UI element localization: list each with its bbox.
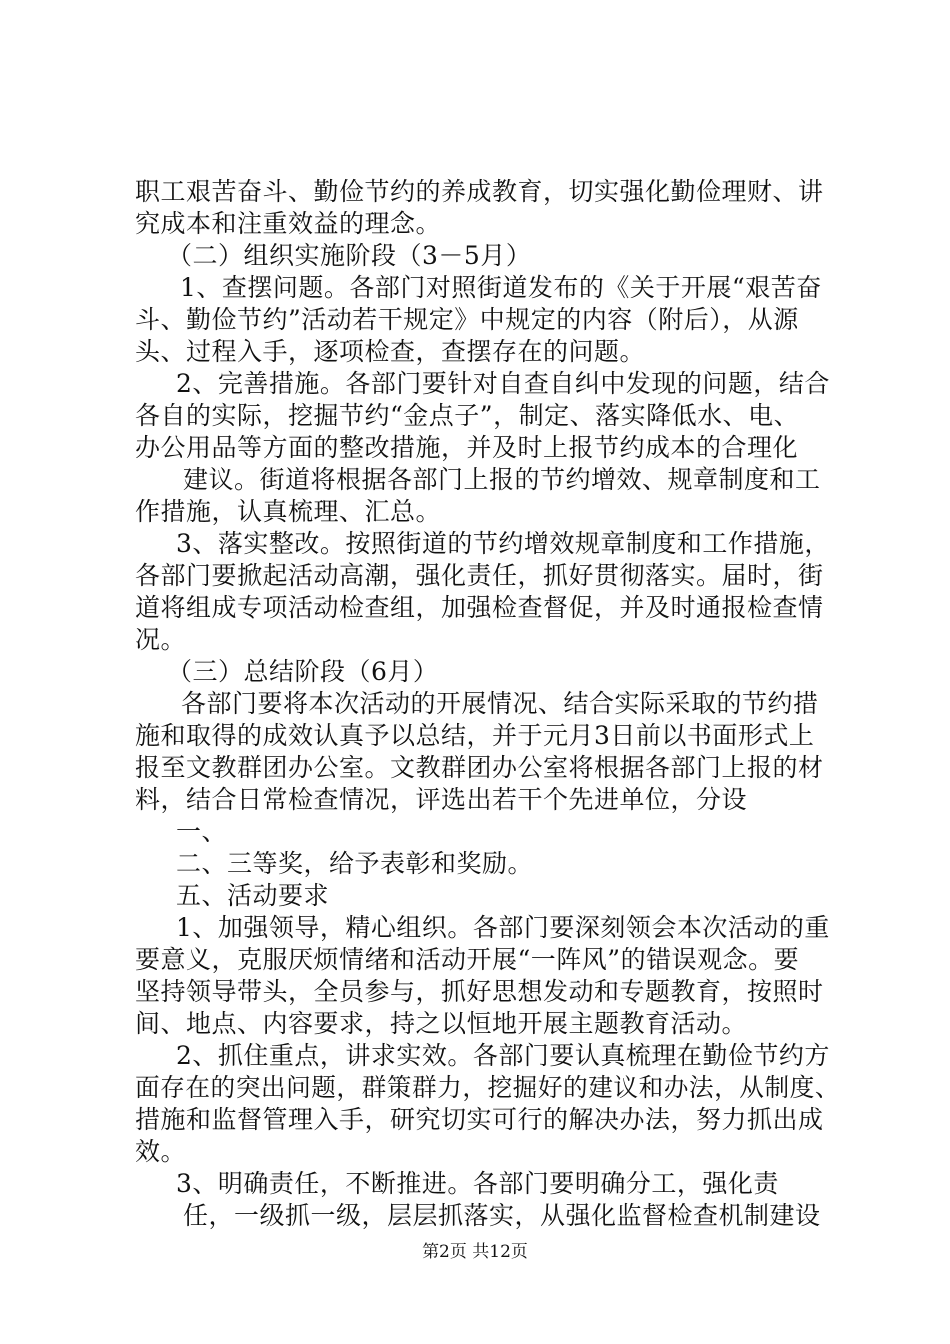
body-line-10: 建议。街道将根据各部门上报的节约增效、规章制度和工: [183, 465, 821, 494]
body-line-19: 报至文教群团办公室。文教群团办公室将根据各部门上报的材: [135, 753, 824, 782]
body-line-30: 措施和监督管理入手，研究切实可行的解决办法，努力抓出成: [135, 1105, 824, 1134]
body-line-31: 效。: [135, 1137, 187, 1166]
body-line-13: 各部门要掀起活动高潮，强化责任，抓好贯彻落实。届时，街: [135, 561, 824, 590]
body-line-24: 1、加强领导，精心组织。各部门要深刻领会本次活动的重: [176, 913, 830, 942]
section-heading-implementation: （二）组织实施阶段（3－5月）: [167, 241, 532, 270]
body-line-21: 一、: [176, 817, 228, 846]
body-line-12: 3、落实整改。按照街道的节约增效规章制度和工作措施，: [176, 529, 830, 558]
body-line-6: 头、过程入手，逐项检查，查摆存在的问题。: [135, 337, 646, 366]
body-line-8: 各自的实际，挖掘节约“金点子”，制定、落实降低水、电、: [135, 401, 800, 430]
body-line-1: 职工艰苦奋斗、勤俭节约的养成教育，切实强化勤俭理财、讲: [135, 177, 824, 206]
body-line-29: 面存在的突出问题，群策群力，挖掘好的建议和办法，从制度、: [135, 1073, 841, 1102]
body-line-25: 要意义，克服厌烦情绪和活动开展“一阵风”的错误观念。要: [135, 945, 800, 974]
page-number-footer: 第2页 共12页: [422, 1242, 528, 1262]
section-heading-summary: （三）总结阶段（6月）: [167, 657, 439, 686]
body-line-2: 究成本和注重效益的理念。: [135, 209, 442, 238]
body-line-11: 作措施，认真梳理、汇总。: [135, 497, 442, 526]
body-line-28: 2、抓住重点，讲求实效。各部门要认真梳理在勤俭节约方: [176, 1041, 830, 1070]
body-line-22: 二、三等奖，给予表彰和奖励。: [176, 849, 534, 878]
body-line-27: 间、地点、内容要求，持之以恒地开展主题教育活动。: [135, 1009, 748, 1038]
body-line-7: 2、完善措施。各部门要针对自查自纠中发现的问题，结合: [176, 369, 830, 398]
body-line-20: 料，结合日常检查情况，评选出若干个先进单位，分设: [135, 785, 748, 814]
body-line-15: 况。: [135, 625, 187, 654]
body-line-5: 斗、勤俭节约”活动若干规定》中规定的内容（附后），从源: [135, 305, 799, 334]
body-line-33: 任，一级抓一级，层层抓落实，从强化监督检查机制建设: [183, 1201, 821, 1230]
body-line-26: 坚持领导带头，全员参与，抓好思想发动和专题教育，按照时: [135, 977, 824, 1006]
body-line-17: 各部门要将本次活动的开展情况、结合实际采取的节约措: [181, 689, 819, 718]
body-line-18: 施和取得的成效认真予以总结，并于元月3日前以书面形式上: [135, 721, 815, 750]
body-line-9: 办公用品等方面的整改措施，并及时上报节约成本的合理化: [135, 433, 799, 462]
body-line-4: 1、查摆问题。各部门对照街道发布的《关于开展“艰苦奋: [180, 273, 822, 302]
body-line-32: 3、明确责任，不断推进。各部门要明确分工，强化责: [176, 1169, 779, 1198]
body-line-14: 道将组成专项活动检查组，加强检查督促，并及时通报检查情: [135, 593, 824, 622]
section-heading-requirements: 五、活动要求: [176, 881, 330, 910]
